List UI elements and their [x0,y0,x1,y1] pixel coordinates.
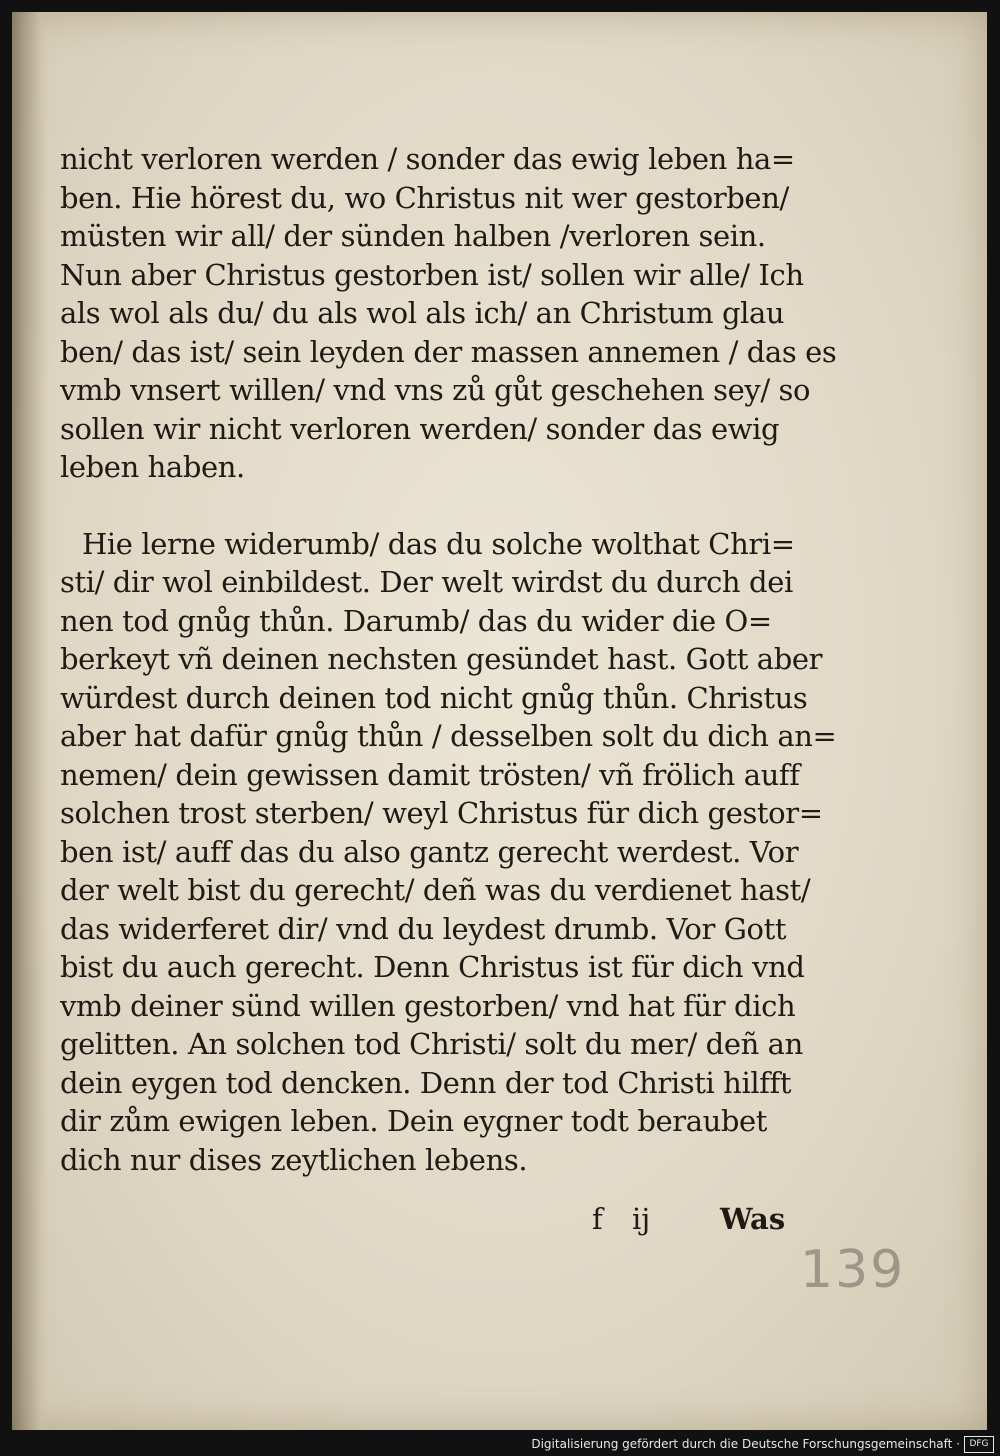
credit-text: Digitalisierung gefördert durch die Deutsche Forschungsgemeinschaft · [531,1437,960,1451]
signature-number: ij [632,1202,651,1236]
text-line: vmb vnsert willen/ vnd vns zů gůt geschehen sey/ so [60,373,811,407]
text-line: würdest durch deinen tod nicht gnůg thůn. Christus [60,680,808,715]
text-line: leben haben. [60,450,245,484]
text-line: nen tod gnůg thůn. Darumb/ das du wider die O= [60,603,772,638]
dfg-logo: DFG [964,1436,994,1453]
text-line: berkeyt vñ deinen nechsten gesündet hast. Gott aber [60,642,823,676]
text-line: dir zům ewigen leben. Dein eygner todt beraubet [60,1104,768,1138]
text-line: ben. Hie hörest du, wo Christus nit wer gestorben/ [60,180,789,215]
text-line: solchen trost sterben/ weyl Christus für dich gestor= [60,796,823,830]
folio-number: 139 [800,1240,906,1300]
text-line: der welt bist du gerecht/ deñ was du verdienet hast/ [60,873,811,907]
text-line: bist du auch gerecht. Denn Christus ist für dich vnd [60,950,805,984]
text-line: Nun aber Christus gestorben ist/ sollen wir alle/ Ich [60,257,804,292]
text-line: Hie lerne widerumb/ das du solche wolthat Chri= [82,526,795,561]
text-line: nemen/ dein gewissen damit trösten/ vñ frölich auff [60,757,800,792]
book-spine-shadow [12,12,48,1430]
signature-mark: f [592,1202,603,1236]
text-line: sollen wir nicht verloren werden/ sonder das ewig [60,411,780,446]
text-line: sti/ dir wol einbildest. Der welt wirdst du durch dei [60,565,793,599]
text-line: aber hat dafür gnůg thůn / desselben solt du dich an= [60,719,837,753]
page-text-block [60,140,837,1179]
text-line: dein eygen tod dencken. Denn der tod Christi hilfft [60,1065,792,1100]
text-line: dich nur dises zeytlichen lebens. [60,1142,528,1177]
text-line: müsten wir all/ der sünden halben /verloren sein. [60,219,766,253]
catchword: Was [720,1202,786,1236]
scanned-page [12,12,987,1430]
text-line: gelitten. An solchen tod Christi/ solt du mer/ deñ an [60,1027,803,1061]
text-line: ben ist/ auff das du also gantz gerecht werdest. Vor [60,834,799,869]
text-line: vmb deiner sünd willen gestorben/ vnd hat für dich [60,988,796,1023]
text-line: das widerferet dir/ vnd du leydest drumb. Vor Gott [60,911,787,946]
text-line: ben/ das ist/ sein leyden der massen annemen / das es [60,334,837,369]
paragraph-gap [60,487,820,525]
digitization-credit-bar [0,1432,1000,1456]
text-line: nicht verloren werden / sonder das ewig leben ha= [60,142,795,176]
text-line: als wol als du/ du als wol als ich/ an Christum glau [60,296,785,330]
